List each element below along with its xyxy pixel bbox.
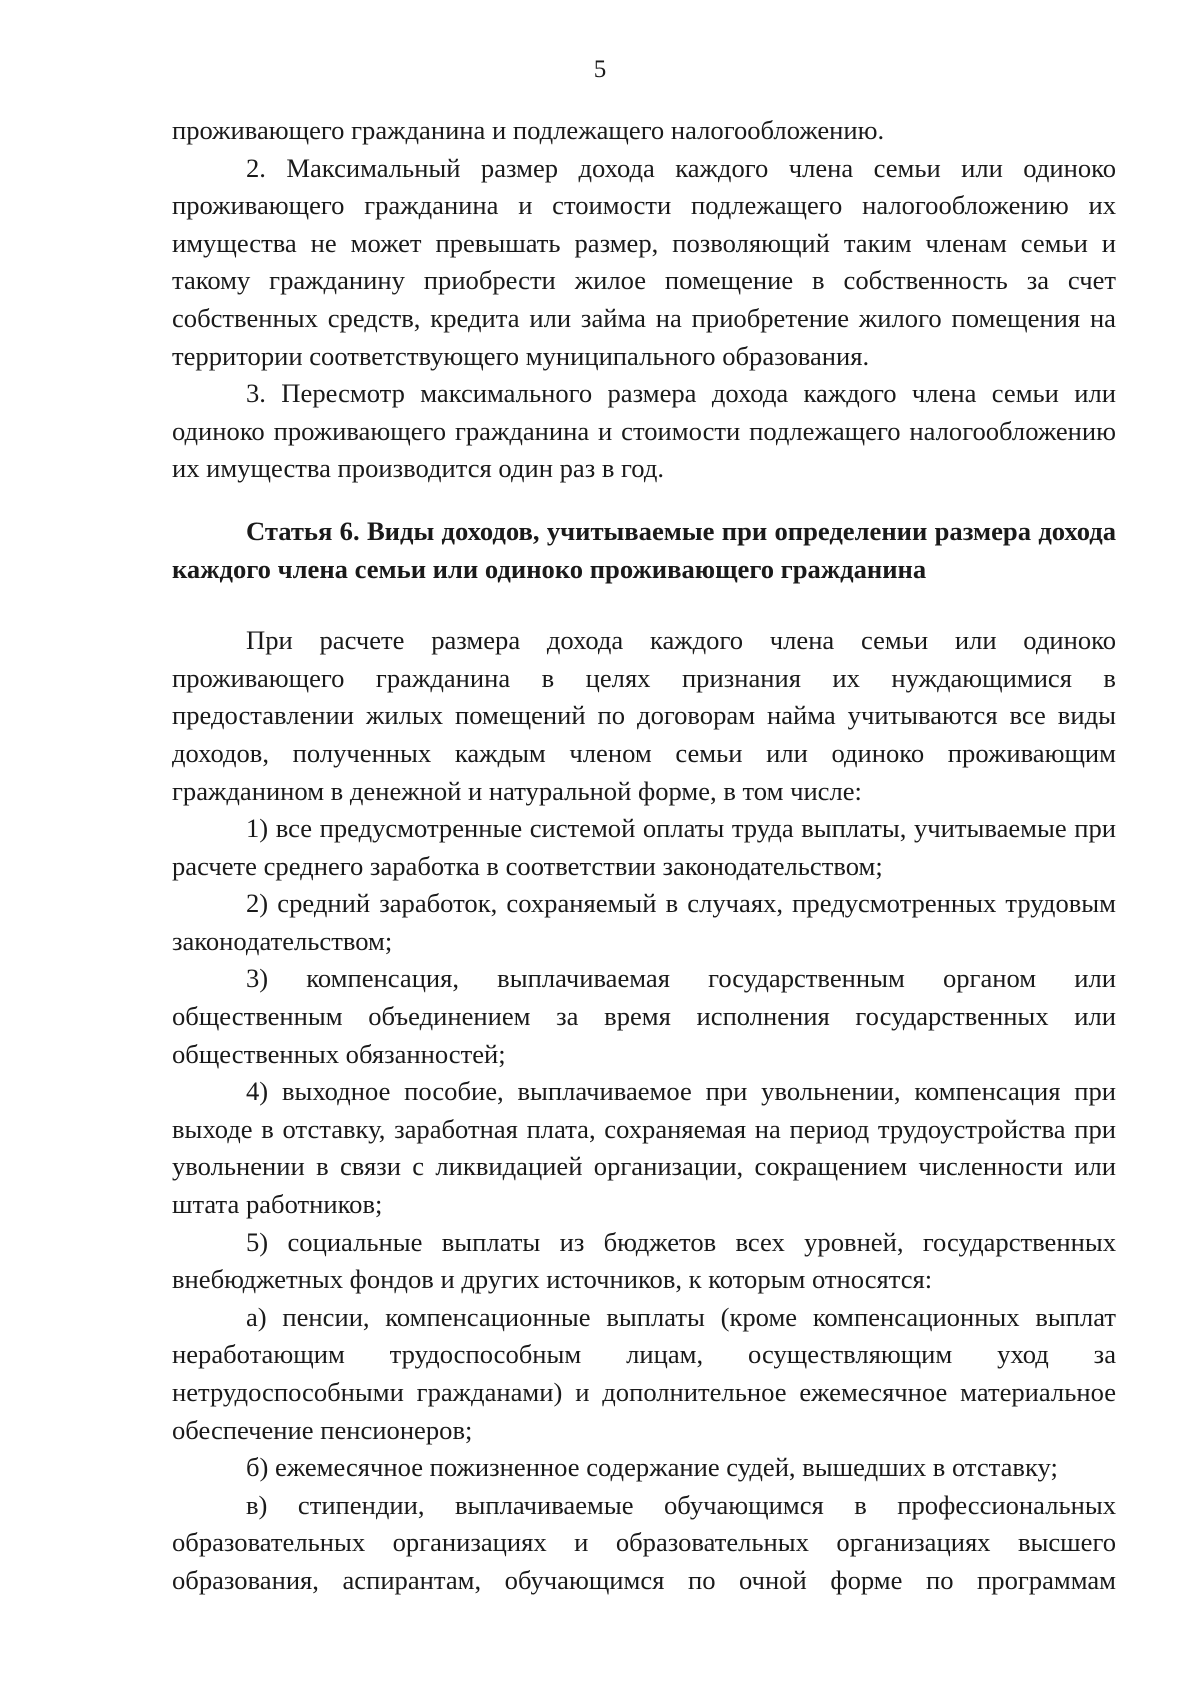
- p-intro: При расчете размера дохода каждого члена семьи или одиноко проживающего гражданина в целях признания их нуждающимися в предоставлении жилых помещений по договорам найма учитываются все виды доходов, полученных каждым членом семьи или одиноко проживающим гражданином в денежной и натуральной форме, в том числе:: [172, 625, 1116, 806]
- p-list-1: 1) все предусмотренные системой оплаты труда выплаты, учитываемые при расчете среднего заработка в соответствии законодательством;: [172, 813, 1116, 881]
- article-heading: Статья 6. Виды доходов, учитываемые при определении размера дохода каждого члена семьи или одиноко проживающего гражданина: [172, 515, 1116, 584]
- p-list-4: 4) выходное пособие, выплачиваемое при увольнении, компенсация при выходе в отставку, заработная плата, сохраняемая на период трудоустройства при увольнении в связи с ликвидацией организации, сокращением численности или штата работников;: [172, 1076, 1116, 1220]
- page-number: 5: [593, 56, 607, 83]
- p-item-2: 2. Максимальный размер дохода каждого члена семьи или одиноко проживающего гражданина и стоимости подлежащего налогообложению их имущества не может превышать размер, позволяющий таким членам семьи и такому гражданину приобрести жилое помещение в собственность за счет собственных средств, кредита или займа на приобретение жилого помещения на территории соответствующего муниципального образования.: [172, 152, 1116, 371]
- p-item-3: 3. Пересмотр максимального размера дохода каждого члена семьи или одиноко проживающего гражданина и стоимости подлежащего налогообложению их имущества производится один раз в год.: [172, 378, 1116, 484]
- p-list-3: 3) компенсация, выплачиваемая государственным органом или общественным объединением за время исполнения государственных или общественных обязанностей;: [172, 963, 1116, 1069]
- p-list-5a: а) пенсии, компенсационные выплаты (кроме компенсационных выплат неработающим трудоспособным лицам, осуществляющим уход за нетрудоспособными гражданами) и дополнительное ежемесячное материальное обеспечение пенсионеров;: [172, 1301, 1116, 1445]
- p-continuation: проживающего гражданина и подлежащего налогообложению.: [172, 115, 885, 145]
- article-5-continuation: [172, 112, 1116, 488]
- document-body: [172, 112, 1116, 1600]
- p-list-5v: в) стипендии, выплачиваемые обучающимся в профессиональных образовательных организациях и образовательных организациях высшего образования, аспирантам, обучающимся по очной форме по программам: [172, 1489, 1116, 1595]
- p-list-5: 5) социальные выплаты из бюджетов всех уровней, государственных внебюджетных фондов и других источников, к которым относятся:: [172, 1226, 1116, 1295]
- p-list-5b: б) ежемесячное пожизненное содержание судей, вышедших в отставку;: [246, 1452, 1058, 1483]
- p-list-2: 2) средний заработок, сохраняемый в случаях, предусмотренных трудовым законодательством;: [172, 888, 1116, 956]
- article-6-body: [172, 622, 1116, 1599]
